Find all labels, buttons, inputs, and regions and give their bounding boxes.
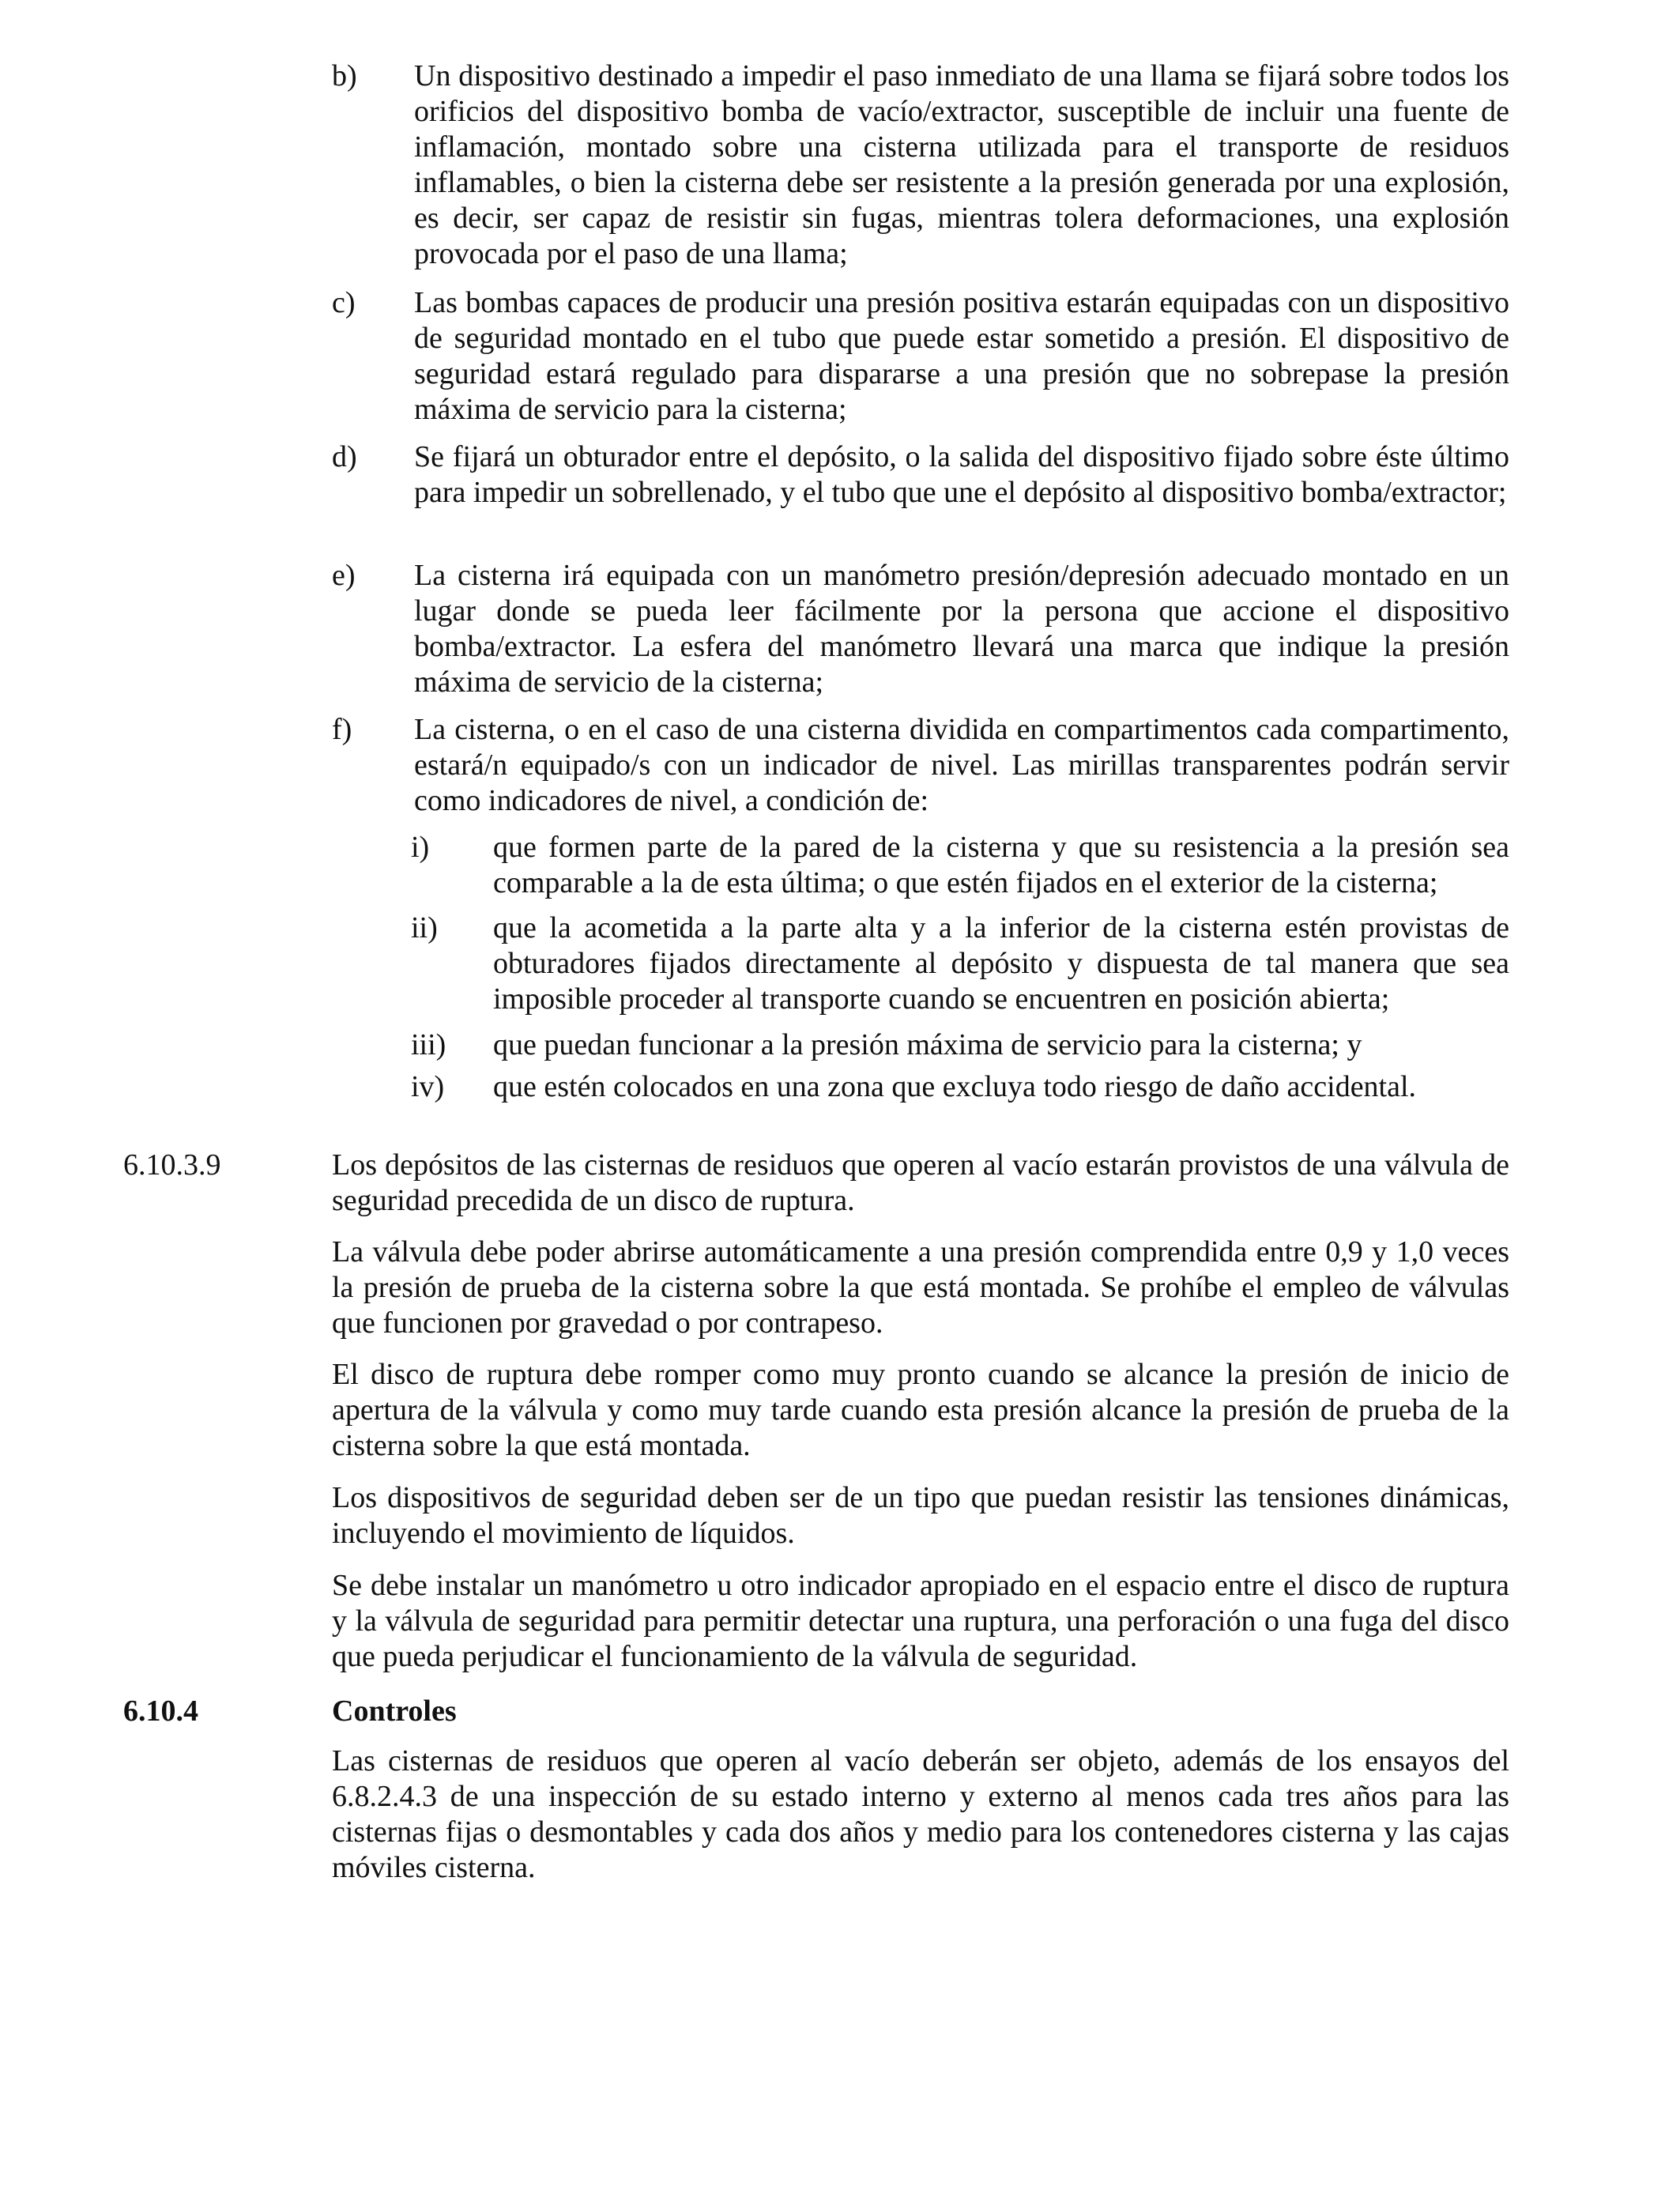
list-item-label: c) (332, 286, 356, 319)
list-item-text: La cisterna, o en el caso de una cisterna dividida en compartimentos cada compartimento, estará/n equipado/s con un indicador de nivel. Las mirillas transparentes podrán servir como indicadores de nivel, a condición de: (414, 713, 1509, 817)
sub-item-label: ii) (411, 911, 438, 944)
section-number: 6.10.3.9 (123, 1148, 221, 1182)
section-number: 6.10.4 (123, 1695, 198, 1728)
sub-item-text: que formen parte de la pared de la cisterna y que su resistencia a la presión sea comparable a la de esta última; o que estén fijados en el exterior de la cisterna; (493, 831, 1509, 899)
sub-item-iv (411, 1069, 1509, 1105)
list-item-d (332, 439, 1509, 511)
list-item-label: b) (332, 59, 357, 92)
list-item-label: f) (332, 713, 352, 746)
list-item-text: Se fijará un obturador entre el depósito, o la salida del dispositivo fijado sobre éste último para impedir un sobrellenado, y el tubo que une el depósito al dispositivo bomba/extractor; (414, 440, 1509, 509)
sub-item-text: que puedan funcionar a la presión máxima de servicio para la cisterna; y (493, 1028, 1362, 1061)
sub-item-text: que la acometida a la parte alta y a la inferior de la cisterna estén provistas de obturadores fijados directamente al depósito y dispuesta de tal manera que sea imposible proceder al transporte cuando se encuentren en posición abierta; (493, 911, 1509, 1016)
section-paragraph: Los depósitos de las cisternas de residuos que operen al vacío estarán provistos de una válvula de seguridad precedida de un disco de ruptura. (332, 1148, 1509, 1217)
list-item-label: d) (332, 440, 357, 473)
sub-item-iii (411, 1027, 1509, 1063)
sub-item-ii (411, 910, 1509, 1017)
section-paragraph: El disco de ruptura debe romper como muy pronto cuando se alcance la presión de inicio de apertura de la válvula y como muy tarde cuando esta presión alcance la presión de prueba de la cisterna sobre la que está montada. (332, 1358, 1509, 1462)
list-item-text: La cisterna irá equipada con un manómetro presión/depresión adecuado montado en un lugar donde se pueda leer fácilmente por la persona que accione el dispositivo bomba/extractor. La esfera del manómetro llevará una marca que indique la presión máxima de servicio de la cisterna; (414, 559, 1509, 699)
sub-item-label: iii) (411, 1028, 446, 1061)
list-item-label: e) (332, 559, 356, 592)
list-item-text: Las bombas capaces de producir una presión positiva estarán equipadas con un dispositivo de seguridad montado en el tubo que puede estar sometido a presión. El dispositivo de seguridad estará regulado para dispararse a una presión que no sobrepase la presión máxima de servicio para la cisterna; (414, 286, 1509, 426)
section-paragraph: Los dispositivos de seguridad deben ser de un tipo que puedan resistir las tensiones dinámicas, incluyendo el movimiento de líquidos. (332, 1481, 1509, 1550)
list-item-c (332, 285, 1509, 428)
section-paragraph: La válvula debe poder abrirse automáticamente a una presión comprendida entre 0,9 y 1,0 veces la presión de prueba de la cisterna sobre la que está montada. Se prohíbe el empleo de válvulas que funcionen por gravedad o por contrapeso. (332, 1235, 1509, 1340)
sub-item-i (411, 830, 1509, 901)
list-item-b (332, 58, 1509, 272)
section-paragraph: Se debe instalar un manómetro u otro indicador apropiado en el espacio entre el disco de ruptura y la válvula de seguridad para permitir detectar una ruptura, una perforación o una fuga del disco que pueda perjudicar el funcionamiento de la válvula de seguridad. (332, 1569, 1509, 1673)
sub-item-text: que estén colocados en una zona que excluya todo riesgo de daño accidental. (493, 1070, 1417, 1103)
list-item-f (332, 712, 1509, 819)
section-title: Controles (332, 1695, 457, 1728)
section-paragraph: Las cisternas de residuos que operen al vacío deberán ser objeto, además de los ensayos del 6.8.2.4.3 de una inspección de su estado interno y externo al menos cada tres años para las cisternas fijas o desmontables y cada dos años y medio para los contenedores cisterna y las cajas móviles cisterna. (332, 1744, 1509, 1884)
sub-item-label: iv) (411, 1070, 445, 1103)
list-item-e (332, 558, 1509, 700)
list-item-text: Un dispositivo destinado a impedir el paso inmediato de una llama se fijará sobre todos los orificios del dispositivo bomba de vacío/extractor, susceptible de incluir una fuente de inflamación, montado sobre una cisterna utilizada para el transporte de residuos inflamables, o bien la cisterna debe ser resistente a la presión generada por una explosión, es decir, ser capaz de resistir sin fugas, mientras tolera deformaciones, una explosión provocada por el paso de una llama; (414, 59, 1509, 270)
sub-item-label: i) (411, 831, 430, 864)
